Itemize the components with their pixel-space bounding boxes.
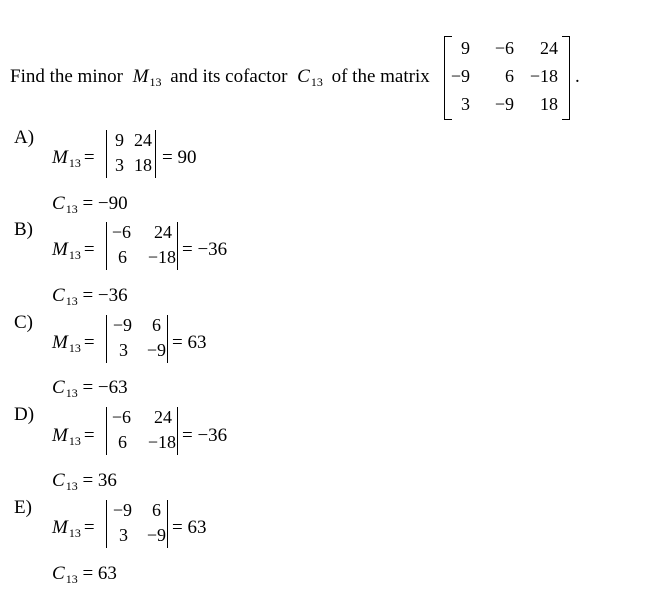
minor-symbol: M	[132, 66, 149, 87]
determinant: −6 24 6 −18	[106, 222, 178, 270]
cofactor-expression: $C_{13} = -90$	[52, 193, 128, 216]
matrix-right-bracket	[562, 36, 570, 120]
matrix-cell: −9	[494, 94, 514, 114]
matrix-cell: 18	[540, 94, 558, 114]
matrix-cell: 24	[540, 38, 558, 58]
matrix-cell: 6	[505, 66, 514, 86]
option-label: D)	[14, 404, 35, 425]
cofactor-symbol: C	[297, 66, 310, 87]
cofactor-expression: $C_{13} = 36$	[52, 470, 117, 493]
matrix-cell: −6	[494, 38, 514, 58]
matrix-cell: 9	[461, 38, 470, 58]
minor-expression: $M_{13}$ =	[52, 147, 95, 170]
question-text	[10, 66, 430, 88]
cofactor-expression: $C_{13} = -36$	[52, 285, 128, 308]
determinant: 9 24 3 18	[106, 130, 156, 178]
cofactor-expression: $C_{13} = 63$	[52, 563, 117, 586]
cofactor-value: = 63	[82, 563, 117, 584]
question-suffix: of the matrix	[331, 66, 430, 87]
cofactor-value: = −90	[82, 193, 128, 214]
option-label: A)	[14, 127, 35, 148]
minor-value: = −36	[182, 239, 228, 260]
minor-value: = −36	[182, 425, 228, 446]
determinant: −6 24 6 −18	[106, 407, 178, 455]
minor-expression: $M_{13}$ =	[52, 332, 95, 355]
question-end: .	[575, 66, 580, 87]
option-label: E)	[14, 497, 32, 518]
cofactor-value: = 36	[82, 470, 117, 491]
cofactor-value: = −36	[82, 285, 128, 306]
matrix-cell: 3	[461, 94, 470, 114]
determinant: −9 6 3 −9	[106, 315, 168, 363]
minor-value: = 90	[162, 147, 197, 168]
cofactor-expression: $C_{13} = -63$	[52, 377, 128, 400]
minor-expression: $M_{13}$ =	[52, 517, 95, 540]
minor-expression: $M_{13}$ =	[52, 239, 95, 262]
minor-expression: $M_{13}$ =	[52, 425, 95, 448]
matrix-cell: −18	[529, 66, 558, 86]
option-label: C)	[14, 312, 33, 333]
minor-subscript: 13	[149, 75, 162, 89]
question-prefix: Find the minor	[10, 66, 123, 87]
determinant: −9 6 3 −9	[106, 500, 168, 548]
minor-value: = 63	[172, 332, 207, 353]
matrix-cell: −9	[450, 66, 470, 86]
question-matrix	[444, 36, 570, 120]
minor-value: = 63	[172, 517, 207, 538]
question-middle: and its cofactor	[170, 66, 288, 87]
cofactor-subscript: 13	[310, 75, 323, 89]
option-label: B)	[14, 219, 33, 240]
cofactor-value: = −63	[82, 377, 128, 398]
